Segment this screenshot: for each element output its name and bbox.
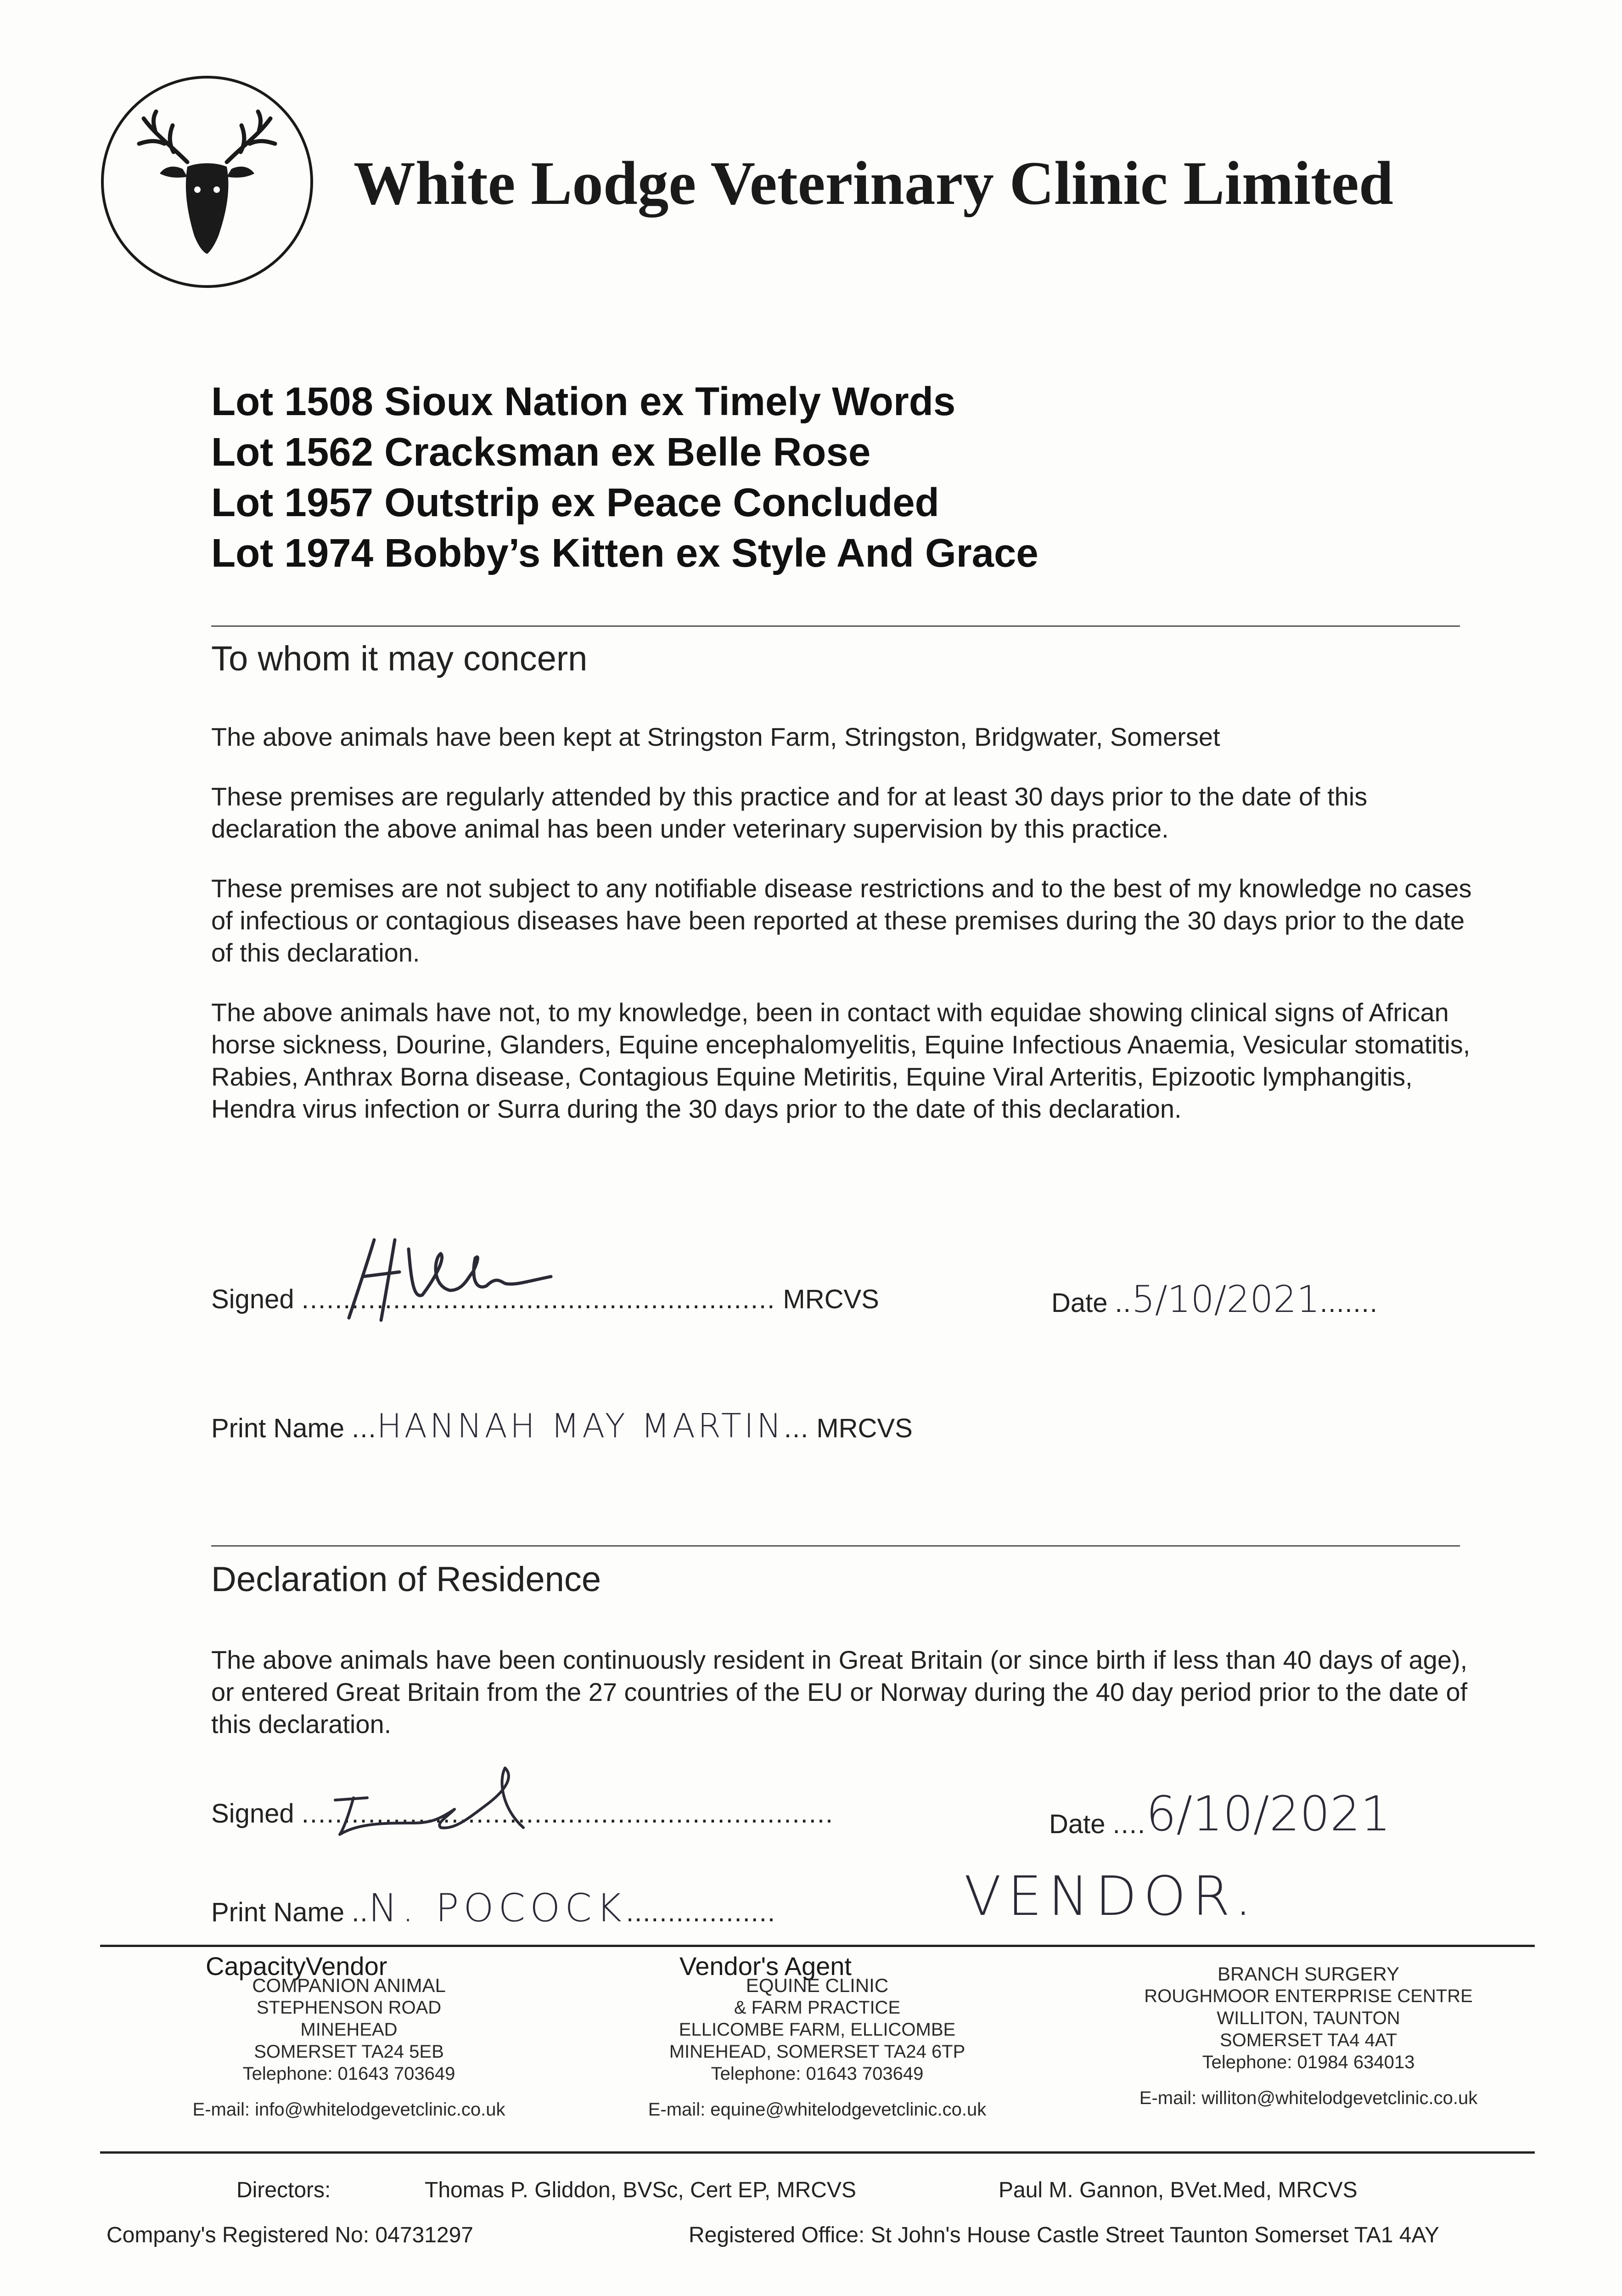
address-line: Telephone: 01984 634013 xyxy=(1202,2052,1415,2072)
vet-date-row: Date ..5/10/2021....... xyxy=(1051,1278,1378,1321)
section-title-residence: Declaration of Residence xyxy=(211,1560,601,1599)
email-link[interactable]: E-mail: williton@whitelodgevetclinic.co.uk xyxy=(1139,2088,1478,2108)
vendor-date-value: 6/10/2021 xyxy=(1146,1786,1391,1842)
director-name: Paul M. Gannon, BVet.Med, MRCVS xyxy=(999,2178,1358,2202)
date-label: Date xyxy=(1051,1288,1108,1318)
vendor-signature xyxy=(321,1754,578,1841)
signed-label: Signed xyxy=(211,1284,294,1314)
residence-body xyxy=(211,1644,1478,1768)
lot-item: Lot 1974 Bobby’s Kitten ex Style And Grace xyxy=(211,531,1038,575)
address-title: EQUINE CLINIC xyxy=(746,1975,889,1996)
stag-head-logo-icon xyxy=(100,75,314,289)
email-link[interactable]: E-mail: info@whitelodgevetclinic.co.uk xyxy=(192,2099,505,2120)
address-title: COMPANION ANIMAL xyxy=(252,1975,446,1996)
paragraph: These premises are regularly attended by this practice and for at least 30 days prior to the date of this declaration the above animal has been under veterinary supervision by this practice. xyxy=(211,782,1368,843)
address-line: & FARM PRACTICE xyxy=(734,1998,901,2018)
footer-divider xyxy=(100,2151,1535,2154)
footer-divider xyxy=(100,1945,1535,1947)
clinic-name: White Lodge Veterinary Clinic Limited xyxy=(354,149,1393,218)
address-line: STEPHENSON ROAD xyxy=(256,1998,442,2018)
lot-list xyxy=(211,377,1497,579)
address-line: Telephone: 01643 703649 xyxy=(242,2064,455,2084)
footer-equine-address xyxy=(606,1975,1028,2121)
footer-branch-address xyxy=(1079,1963,1538,2109)
vet-date-value: 5/10/2021 xyxy=(1131,1278,1320,1321)
print-name-label: Print Name xyxy=(211,1413,345,1443)
address-line: ROUGHMOOR ENTERPRISE CENTRE xyxy=(1144,1986,1473,2006)
dotted-line: ......................................................... xyxy=(301,1284,776,1314)
company-registration: Company's Registered No: 04731297 xyxy=(107,2223,473,2247)
capacity-vendor: Vendor xyxy=(305,1952,387,1981)
paragraph: The above animals have not, to my knowledge, been in contact with equidae showing clinical signs of African horse sickness, Dourine, Glanders, Equine encephalomyelitis, Equine Infectious Anaemia, Vesicular stomatitis, Rabies, Anthrax Borna disease, Contagious Equine Metiritis, Equine Viral Arteritis, Epizootic lymphangitis, Hendra virus infection or Surra during the 30 days prior to the date of this declaration. xyxy=(211,998,1470,1123)
address-line: WILLITON, TAUNTON xyxy=(1217,2008,1400,2028)
mrcvs-label: MRCVS xyxy=(816,1413,913,1443)
signed-label: Signed xyxy=(211,1799,294,1829)
paragraph: The above animals have been kept at Stringston Farm, Stringston, Bridgwater, Somerset xyxy=(211,722,1220,751)
concern-body xyxy=(211,721,1478,1153)
divider xyxy=(211,1545,1460,1547)
email-link[interactable]: E-mail: equine@whitelodgevetclinic.co.uk xyxy=(648,2099,987,2120)
address-line: SOMERSET TA4 4AT xyxy=(1219,2030,1398,2050)
vendor-signature-row: Signed ................................................................ xyxy=(211,1799,834,1829)
lot-item: Lot 1957 Outstrip ex Peace Concluded xyxy=(211,480,939,525)
address-title: BRANCH SURGERY xyxy=(1218,1963,1399,1985)
divider xyxy=(211,625,1460,627)
vendor-date-row: Date ....6/10/2021 xyxy=(1049,1786,1391,1842)
vendor-capacity-handwritten: VENDOR. xyxy=(964,1864,1258,1928)
paragraph: The above animals have been continuously resident in Great Britain (or since birth if less than 40 days of age), or entered Great Britain from the 27 countries of the EU or Norway during the 40 day period prior to the date of this declaration. xyxy=(211,1645,1468,1739)
vendor-print-name-value: N. POCOCK xyxy=(368,1885,626,1930)
vet-print-name-row: Print Name ...HANNAH MAY MARTIN... MRCVS xyxy=(211,1407,913,1445)
section-title-concern: To whom it may concern xyxy=(211,639,588,678)
address-line: MINEHEAD xyxy=(300,2020,398,2040)
directors-label: Directors: xyxy=(236,2178,331,2202)
vet-signature xyxy=(331,1221,569,1327)
vet-print-name-value: HANNAH MAY MARTIN xyxy=(376,1407,784,1445)
address-line: MINEHEAD, SOMERSET TA24 6TP xyxy=(669,2042,965,2062)
footer-companion-address xyxy=(138,1975,560,2121)
address-line: ELLICOMBE FARM, ELLICOMBE xyxy=(679,2020,956,2040)
capacity-agent-label: Vendor's Agent xyxy=(679,1952,852,1981)
lot-item: Lot 1562 Cracksman ex Belle Rose xyxy=(211,430,871,474)
director-name: Thomas P. Gliddon, BVSc, Cert EP, MRCVS xyxy=(425,2178,856,2202)
vendor-print-name-row: Print Name ..N. POCOCK.................. xyxy=(211,1885,776,1930)
print-name-label: Print Name xyxy=(211,1897,345,1927)
clinic-logo xyxy=(100,75,314,289)
mrcvs-label: MRCVS xyxy=(783,1284,879,1314)
paragraph: These premises are not subject to any notifiable disease restrictions and to the best of my knowledge no cases of infectious or contagious diseases have been reported at these premises during the 30 days prior to the date of this declaration. xyxy=(211,874,1472,967)
address-line: Telephone: 01643 703649 xyxy=(711,2064,924,2084)
lot-item: Lot 1508 Sioux Nation ex Timely Words xyxy=(211,379,956,424)
date-label: Date xyxy=(1049,1809,1106,1839)
registered-office: Registered Office: St John's House Castle Street Taunton Somerset TA1 4AY xyxy=(689,2223,1439,2247)
capacity-label: Capacity xyxy=(206,1952,306,1981)
address-line: SOMERSET TA24 5EB xyxy=(254,2042,444,2062)
